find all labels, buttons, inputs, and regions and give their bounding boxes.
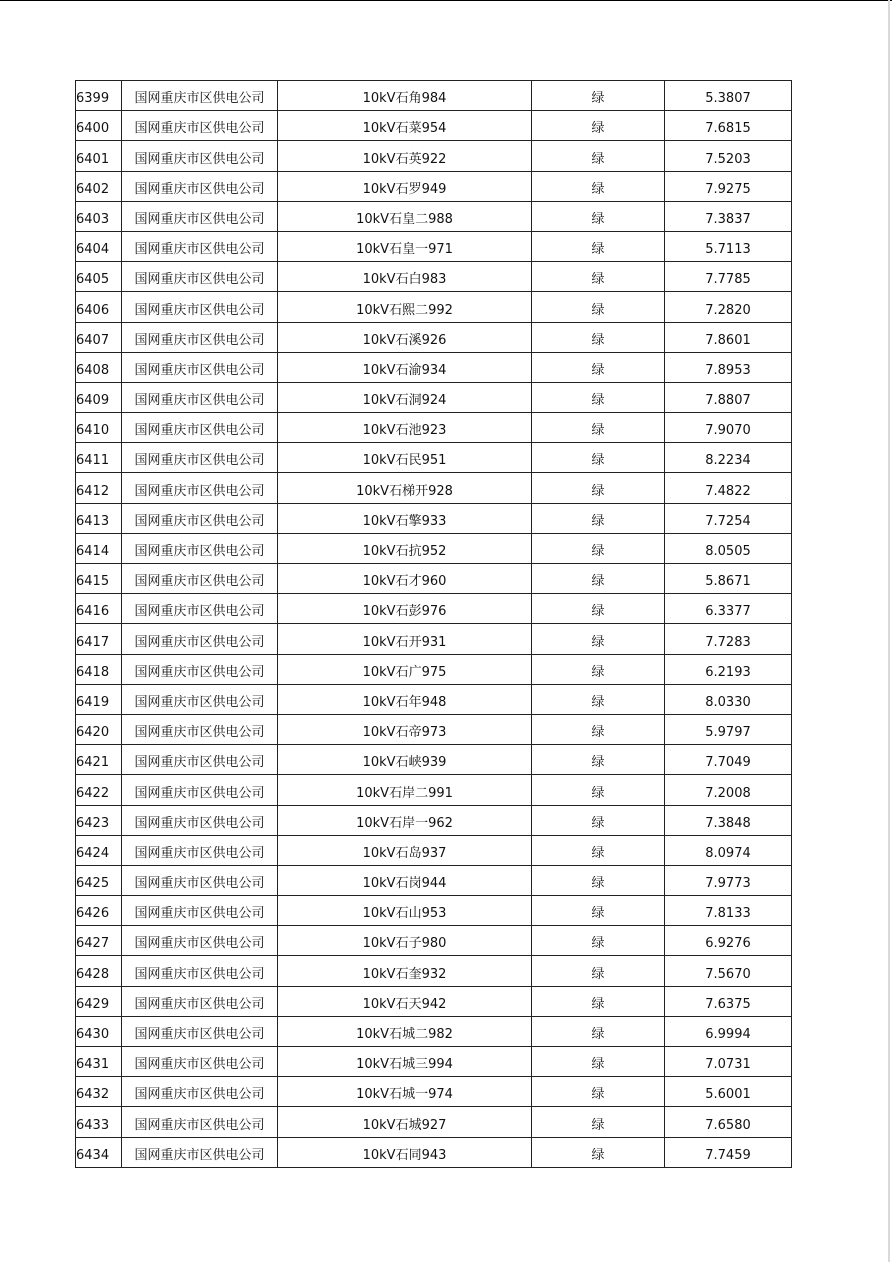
value-cell: 7.7785	[665, 262, 792, 292]
row-id-cell: 6417	[76, 624, 122, 654]
company-cell: 国网重庆市区供电公司	[122, 775, 278, 805]
table-row	[76, 503, 792, 533]
line-name-cell: 10kV石岛937	[278, 835, 532, 865]
line-name-cell: 10kV石山953	[278, 896, 532, 926]
table-row	[76, 986, 792, 1016]
company-cell: 国网重庆市区供电公司	[122, 594, 278, 624]
row-id-cell: 6414	[76, 533, 122, 563]
table-row	[76, 745, 792, 775]
table-row	[76, 141, 792, 171]
table-row	[76, 292, 792, 322]
company-cell: 国网重庆市区供电公司	[122, 1047, 278, 1077]
line-name-cell: 10kV石城一974	[278, 1077, 532, 1107]
table-row	[76, 805, 792, 835]
table-row	[76, 533, 792, 563]
row-id-cell: 6412	[76, 473, 122, 503]
line-name-cell: 10kV石英922	[278, 141, 532, 171]
company-cell: 国网重庆市区供电公司	[122, 81, 278, 111]
value-cell: 5.9797	[665, 714, 792, 744]
value-cell: 7.8601	[665, 322, 792, 352]
row-id-cell: 6404	[76, 231, 122, 261]
line-name-cell: 10kV石城927	[278, 1107, 532, 1137]
value-cell: 7.5203	[665, 141, 792, 171]
value-cell: 8.0505	[665, 533, 792, 563]
line-name-cell: 10kV石岗944	[278, 865, 532, 895]
row-id-cell: 6430	[76, 1016, 122, 1046]
status-cell: 绿	[532, 714, 665, 744]
company-cell: 国网重庆市区供电公司	[122, 503, 278, 533]
line-name-cell: 10kV石抗952	[278, 533, 532, 563]
line-name-cell: 10kV石皇二988	[278, 201, 532, 231]
company-cell: 国网重庆市区供电公司	[122, 1077, 278, 1107]
line-name-cell: 10kV石同943	[278, 1137, 532, 1167]
status-cell: 绿	[532, 413, 665, 443]
status-cell: 绿	[532, 1047, 665, 1077]
row-id-cell: 6419	[76, 684, 122, 714]
company-cell: 国网重庆市区供电公司	[122, 533, 278, 563]
table-row	[76, 413, 792, 443]
status-cell: 绿	[532, 835, 665, 865]
table-row	[76, 231, 792, 261]
line-name-cell: 10kV石奎932	[278, 956, 532, 986]
table-row	[76, 1107, 792, 1137]
company-cell: 国网重庆市区供电公司	[122, 896, 278, 926]
status-cell: 绿	[532, 1137, 665, 1167]
value-cell: 5.7113	[665, 231, 792, 261]
row-id-cell: 6410	[76, 413, 122, 443]
row-id-cell: 6411	[76, 443, 122, 473]
company-cell: 国网重庆市区供电公司	[122, 473, 278, 503]
table-row	[76, 956, 792, 986]
company-cell: 国网重庆市区供电公司	[122, 201, 278, 231]
line-name-cell: 10kV石民951	[278, 443, 532, 473]
company-cell: 国网重庆市区供电公司	[122, 141, 278, 171]
row-id-cell: 6406	[76, 292, 122, 322]
status-cell: 绿	[532, 292, 665, 322]
line-name-cell: 10kV石角984	[278, 81, 532, 111]
value-cell: 7.7049	[665, 745, 792, 775]
company-cell: 国网重庆市区供电公司	[122, 654, 278, 684]
status-cell: 绿	[532, 926, 665, 956]
table-row	[76, 111, 792, 141]
line-name-cell: 10kV石峡939	[278, 745, 532, 775]
value-cell: 7.8953	[665, 352, 792, 382]
data-table	[75, 80, 792, 1168]
status-cell: 绿	[532, 805, 665, 835]
status-cell: 绿	[532, 382, 665, 412]
line-name-cell: 10kV石彭976	[278, 594, 532, 624]
status-cell: 绿	[532, 654, 665, 684]
table-row	[76, 81, 792, 111]
row-id-cell: 6402	[76, 171, 122, 201]
row-id-cell: 6416	[76, 594, 122, 624]
table-row	[76, 352, 792, 382]
table-row	[76, 624, 792, 654]
value-cell: 7.9275	[665, 171, 792, 201]
value-cell: 8.0330	[665, 684, 792, 714]
line-name-cell: 10kV石菜954	[278, 111, 532, 141]
status-cell: 绿	[532, 1107, 665, 1137]
value-cell: 7.3837	[665, 201, 792, 231]
row-id-cell: 6418	[76, 654, 122, 684]
status-cell: 绿	[532, 775, 665, 805]
status-cell: 绿	[532, 1077, 665, 1107]
company-cell: 国网重庆市区供电公司	[122, 745, 278, 775]
table-row	[76, 443, 792, 473]
table-row	[76, 835, 792, 865]
line-name-cell: 10kV石熙二992	[278, 292, 532, 322]
row-id-cell: 6409	[76, 382, 122, 412]
table-body	[76, 81, 792, 1168]
line-name-cell: 10kV石渝934	[278, 352, 532, 382]
line-name-cell: 10kV石白983	[278, 262, 532, 292]
table-row	[76, 1016, 792, 1046]
value-cell: 7.3848	[665, 805, 792, 835]
row-id-cell: 6407	[76, 322, 122, 352]
status-cell: 绿	[532, 201, 665, 231]
row-id-cell: 6399	[76, 81, 122, 111]
row-id-cell: 6425	[76, 865, 122, 895]
value-cell: 7.5670	[665, 956, 792, 986]
row-id-cell: 6428	[76, 956, 122, 986]
value-cell: 7.4822	[665, 473, 792, 503]
row-id-cell: 6400	[76, 111, 122, 141]
value-cell: 5.6001	[665, 1077, 792, 1107]
value-cell: 7.9070	[665, 413, 792, 443]
value-cell: 7.6580	[665, 1107, 792, 1137]
company-cell: 国网重庆市区供电公司	[122, 714, 278, 744]
row-id-cell: 6421	[76, 745, 122, 775]
table-row	[76, 654, 792, 684]
table-row	[76, 201, 792, 231]
company-cell: 国网重庆市区供电公司	[122, 1137, 278, 1167]
value-cell: 7.7283	[665, 624, 792, 654]
value-cell: 7.8807	[665, 382, 792, 412]
row-id-cell: 6433	[76, 1107, 122, 1137]
table-row	[76, 1137, 792, 1167]
status-cell: 绿	[532, 171, 665, 201]
line-name-cell: 10kV石皇一971	[278, 231, 532, 261]
line-name-cell: 10kV石年948	[278, 684, 532, 714]
line-name-cell: 10kV石子980	[278, 926, 532, 956]
value-cell: 7.2820	[665, 292, 792, 322]
row-id-cell: 6401	[76, 141, 122, 171]
line-name-cell: 10kV石梯开928	[278, 473, 532, 503]
company-cell: 国网重庆市区供电公司	[122, 986, 278, 1016]
value-cell: 7.0731	[665, 1047, 792, 1077]
table-row	[76, 714, 792, 744]
row-id-cell: 6426	[76, 896, 122, 926]
value-cell: 8.0974	[665, 835, 792, 865]
value-cell: 7.9773	[665, 865, 792, 895]
table-row	[76, 564, 792, 594]
status-cell: 绿	[532, 865, 665, 895]
company-cell: 国网重庆市区供电公司	[122, 171, 278, 201]
company-cell: 国网重庆市区供电公司	[122, 1107, 278, 1137]
value-cell: 6.9994	[665, 1016, 792, 1046]
row-id-cell: 6432	[76, 1077, 122, 1107]
value-cell: 7.6375	[665, 986, 792, 1016]
line-name-cell: 10kV石岸二991	[278, 775, 532, 805]
table-row	[76, 926, 792, 956]
company-cell: 国网重庆市区供电公司	[122, 413, 278, 443]
line-name-cell: 10kV石帝973	[278, 714, 532, 744]
status-cell: 绿	[532, 684, 665, 714]
status-cell: 绿	[532, 624, 665, 654]
table-row	[76, 382, 792, 412]
row-id-cell: 6423	[76, 805, 122, 835]
status-cell: 绿	[532, 352, 665, 382]
value-cell: 5.8671	[665, 564, 792, 594]
line-name-cell: 10kV石溪926	[278, 322, 532, 352]
table-row	[76, 262, 792, 292]
table-row	[76, 594, 792, 624]
value-cell: 8.2234	[665, 443, 792, 473]
status-cell: 绿	[532, 564, 665, 594]
table-row	[76, 896, 792, 926]
status-cell: 绿	[532, 322, 665, 352]
company-cell: 国网重庆市区供电公司	[122, 352, 278, 382]
line-name-cell: 10kV石洞924	[278, 382, 532, 412]
status-cell: 绿	[532, 141, 665, 171]
status-cell: 绿	[532, 443, 665, 473]
company-cell: 国网重庆市区供电公司	[122, 262, 278, 292]
table-row	[76, 1047, 792, 1077]
table-row	[76, 865, 792, 895]
table-row	[76, 684, 792, 714]
line-name-cell: 10kV石池923	[278, 413, 532, 443]
company-cell: 国网重庆市区供电公司	[122, 382, 278, 412]
company-cell: 国网重庆市区供电公司	[122, 956, 278, 986]
company-cell: 国网重庆市区供电公司	[122, 231, 278, 261]
row-id-cell: 6420	[76, 714, 122, 744]
status-cell: 绿	[532, 986, 665, 1016]
line-name-cell: 10kV石擎933	[278, 503, 532, 533]
row-id-cell: 6422	[76, 775, 122, 805]
row-id-cell: 6405	[76, 262, 122, 292]
company-cell: 国网重庆市区供电公司	[122, 1016, 278, 1046]
row-id-cell: 6413	[76, 503, 122, 533]
row-id-cell: 6434	[76, 1137, 122, 1167]
company-cell: 国网重庆市区供电公司	[122, 443, 278, 473]
table-row	[76, 171, 792, 201]
table-row	[76, 775, 792, 805]
line-name-cell: 10kV石罗949	[278, 171, 532, 201]
value-cell: 7.7459	[665, 1137, 792, 1167]
status-cell: 绿	[532, 956, 665, 986]
row-id-cell: 6403	[76, 201, 122, 231]
row-id-cell: 6427	[76, 926, 122, 956]
company-cell: 国网重庆市区供电公司	[122, 835, 278, 865]
value-cell: 6.3377	[665, 594, 792, 624]
company-cell: 国网重庆市区供电公司	[122, 926, 278, 956]
line-name-cell: 10kV石岸一962	[278, 805, 532, 835]
value-cell: 6.2193	[665, 654, 792, 684]
company-cell: 国网重庆市区供电公司	[122, 322, 278, 352]
company-cell: 国网重庆市区供电公司	[122, 292, 278, 322]
value-cell: 7.7254	[665, 503, 792, 533]
company-cell: 国网重庆市区供电公司	[122, 805, 278, 835]
line-name-cell: 10kV石天942	[278, 986, 532, 1016]
value-cell: 6.9276	[665, 926, 792, 956]
line-name-cell: 10kV石城二982	[278, 1016, 532, 1046]
status-cell: 绿	[532, 111, 665, 141]
row-id-cell: 6415	[76, 564, 122, 594]
row-id-cell: 6431	[76, 1047, 122, 1077]
page-right-edge	[888, 0, 890, 1262]
value-cell: 7.8133	[665, 896, 792, 926]
line-name-cell: 10kV石广975	[278, 654, 532, 684]
row-id-cell: 6408	[76, 352, 122, 382]
value-cell: 7.6815	[665, 111, 792, 141]
company-cell: 国网重庆市区供电公司	[122, 865, 278, 895]
status-cell: 绿	[532, 231, 665, 261]
company-cell: 国网重庆市区供电公司	[122, 624, 278, 654]
table-row	[76, 322, 792, 352]
status-cell: 绿	[532, 262, 665, 292]
table-row	[76, 473, 792, 503]
page-top-border	[0, 0, 892, 1]
status-cell: 绿	[532, 473, 665, 503]
company-cell: 国网重庆市区供电公司	[122, 684, 278, 714]
status-cell: 绿	[532, 896, 665, 926]
line-name-cell: 10kV石城三994	[278, 1047, 532, 1077]
value-cell: 7.2008	[665, 775, 792, 805]
company-cell: 国网重庆市区供电公司	[122, 564, 278, 594]
line-name-cell: 10kV石开931	[278, 624, 532, 654]
status-cell: 绿	[532, 745, 665, 775]
status-cell: 绿	[532, 1016, 665, 1046]
status-cell: 绿	[532, 81, 665, 111]
row-id-cell: 6424	[76, 835, 122, 865]
value-cell: 5.3807	[665, 81, 792, 111]
line-name-cell: 10kV石才960	[278, 564, 532, 594]
status-cell: 绿	[532, 533, 665, 563]
company-cell: 国网重庆市区供电公司	[122, 111, 278, 141]
table-row	[76, 1077, 792, 1107]
status-cell: 绿	[532, 594, 665, 624]
status-cell: 绿	[532, 503, 665, 533]
row-id-cell: 6429	[76, 986, 122, 1016]
